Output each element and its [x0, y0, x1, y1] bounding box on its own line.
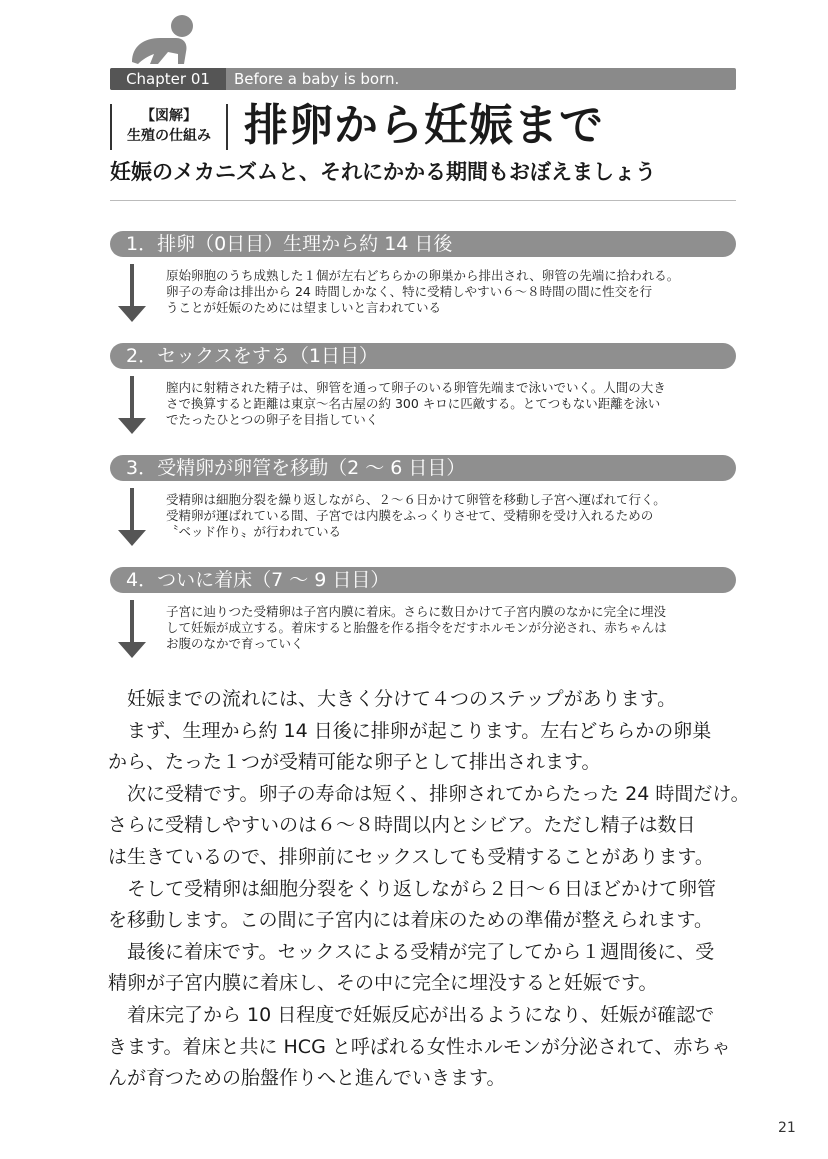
step-2-label: 2．セックスをする（1日目） — [126, 345, 378, 367]
step-1-line: 卵子の寿命は排出から 24 時間しかなく、特に受精しやすい６～８時間の間に性交を行 — [166, 284, 653, 299]
body-line: を移動します。この間に子宮内には着床のための準備が整えられます。 — [108, 909, 713, 932]
step-3-description — [166, 492, 740, 540]
step-2-line: さで換算すると距離は東京～名古屋の約 300 キロに匹敵する。とてつもない距離を泳い — [166, 396, 661, 411]
step-1-line: 原始卵胞のうち成熟した１個が左右どちらかの卵巣から排出され、卵管の先端に拾われる。 — [166, 268, 680, 283]
page-subtitle: 妊娠のメカニズムと、それにかかる期間もおぼえましょう — [110, 160, 656, 184]
down-arrow-icon — [116, 600, 148, 658]
title-divider — [110, 200, 736, 201]
section-tag-line1: 【図解】 — [141, 108, 197, 124]
page-title: 排卵から妊娠まで — [244, 100, 604, 151]
step-4-bar — [110, 567, 736, 593]
down-arrow-icon — [116, 376, 148, 434]
step-4-line: お腹のなかで育っていく — [166, 636, 304, 651]
step-3-label: 3．受精卵が卵管を移動（2 ～ 6 日目） — [126, 457, 466, 479]
body-line: まず、生理から約 14 日後に排卵が起こります。左右どちらかの卵巣 — [108, 719, 712, 742]
step-3-line: 〝ベッド作り〟が行われている — [166, 524, 342, 539]
step-2-bar — [110, 343, 736, 369]
step-4-label: 4．ついに着床（7 ～ 9 日目） — [126, 569, 390, 591]
body-line: 妊娠までの流れには、大きく分けて４つのステップがあります。 — [108, 688, 677, 710]
body-line: そして受精卵は細胞分裂をくり返しながら２日～６日ほどかけて卵管 — [108, 877, 717, 900]
body-line: 精卵が子宮内膜に着床し、その中に完全に埋没すると妊娠です。 — [108, 972, 658, 995]
step-1-label: 1．排卵（0日目）生理から約 14 日後 — [126, 233, 453, 255]
body-line: 着床完了から 10 日程度で妊娠反応が出るようになり、妊娠が確認で — [108, 1003, 715, 1026]
body-line: んが育つための胎盤作りへと進んでいきます。 — [108, 1067, 506, 1090]
step-3-bar — [110, 455, 736, 481]
chapter-subtitle: Before a baby is born. — [234, 70, 400, 88]
body-line: 次に受精です。卵子の寿命は短く、排卵されてからたった 24 時間だけ。 — [108, 782, 750, 805]
crawling-baby-icon — [124, 12, 208, 68]
down-arrow-icon — [116, 264, 148, 322]
step-3-line: 受精卵は細胞分裂を繰り返しながら、２～６日かけて卵管を移動し子宮へ運ばれて行く。 — [166, 492, 666, 507]
body-line: から、たった１つが受精可能な卵子として排出されます。 — [108, 751, 601, 774]
step-4-line: して妊娠が成立する。着床すると胎盤を作る指令をだすホルモンが分泌され、赤ちゃんは — [166, 620, 667, 635]
body-line: さらに受精しやすいのは６～８時間以内とシビア。ただし精子は数日 — [108, 814, 696, 837]
section-tag-line2: 生殖の仕組み — [127, 128, 211, 144]
body-line: 最後に着床です。セックスによる受精が完了してから１週間後に、受 — [108, 940, 715, 963]
step-2-line: でたったひとつの卵子を目指していく — [166, 412, 379, 427]
page-number: 21 — [778, 1120, 796, 1136]
step-4-description — [166, 604, 740, 652]
step-1-description — [166, 268, 740, 316]
chapter-bar — [110, 68, 736, 90]
section-tag — [110, 104, 228, 150]
down-arrow-icon — [116, 488, 148, 546]
body-line: きます。着床と共に HCG と呼ばれる女性ホルモンが分泌されて、赤ちゃ — [108, 1035, 731, 1058]
step-3-line: 受精卵が運ばれている間、子宮では内膜をふっくりさせて、受精卵を受け入れるための — [166, 508, 654, 523]
body-line: は生きているので、排卵前にセックスしても受精することがあります。 — [108, 845, 714, 868]
step-1-bar — [110, 231, 736, 257]
body-paragraphs — [108, 684, 748, 1095]
step-2-line: 膣内に射精された精子は、卵管を通って卵子のいる卵管先端まで泳いでいく。人間の大き — [166, 380, 666, 395]
chapter-label: Chapter 01 — [110, 68, 226, 90]
step-4-line: 子宮に辿りつた受精卵は子宮内膜に着床。さらに数日かけて子宮内膜のなかに完全に埋没 — [166, 604, 667, 619]
step-2-description — [166, 380, 740, 428]
step-1-line: うことが妊娠のためには望ましいと言われている — [166, 300, 442, 315]
